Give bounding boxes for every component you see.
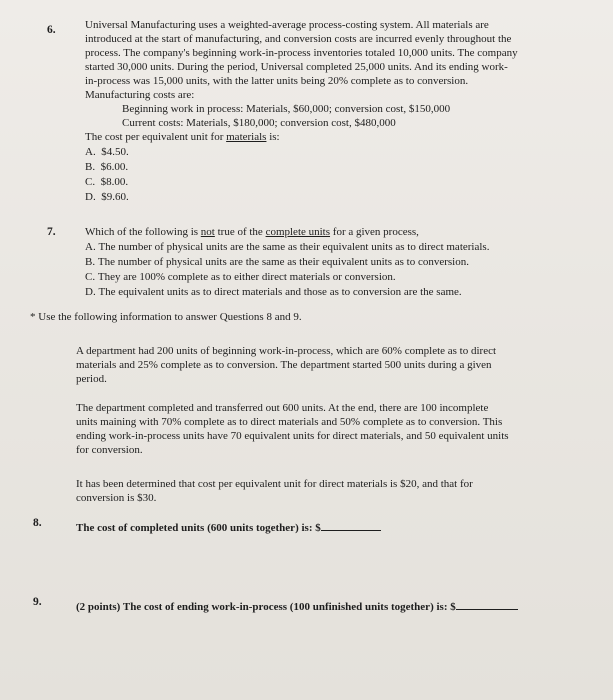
q6-line: Universal Manufacturing uses a weighted-average process-costing system. All materials are (85, 19, 489, 31)
option-text: The equivalent units as to direct materials and those as to conversion are the same. (98, 286, 462, 298)
answer-option-c[interactable] (85, 271, 396, 284)
info-para-1-line: materials and 25% complete as to conversion. The department started 500 units during a given (76, 359, 492, 371)
q6-question-underlined: materials (226, 131, 267, 143)
answer-blank[interactable] (456, 599, 518, 610)
q6-question (85, 131, 280, 144)
option-letter: C. (85, 176, 96, 188)
answer-option-a[interactable] (85, 241, 489, 254)
info-para-2-line: ending work-in-process units have 70 equivalent units for direct materials, and 50 equivalent units (76, 430, 509, 442)
option-letter: D. (85, 286, 96, 298)
answer-option-d[interactable] (85, 191, 129, 204)
info-para-1-line: A department had 200 units of beginning work-in-process, which are 60% complete as to direct (76, 345, 497, 357)
q6-line: started 30,000 units. During the period, Universal completed 25,000 units. And its ending work- (85, 61, 508, 73)
q7-stem-c: for a given process, (330, 226, 419, 238)
q6-line: Manufacturing costs are: (85, 89, 195, 101)
answer-option-a[interactable] (85, 146, 129, 159)
q9-text: (2 points) The cost of ending work-in-process (100 unfinished units together) is: $ (76, 601, 456, 613)
q6-question-suffix: is: (266, 131, 280, 143)
info-para-2-line: The department completed and transferred out 600 units. At the end, there are 100 incomplete (76, 402, 489, 414)
question-number: 7. (47, 226, 56, 238)
option-letter: D. (85, 191, 96, 203)
q7-stem-not: not (200, 226, 215, 238)
option-letter: C. (85, 271, 96, 283)
question-number: 6. (47, 24, 56, 36)
answer-option-c[interactable] (85, 176, 128, 189)
answer-option-d[interactable] (85, 286, 462, 299)
q8-prompt (76, 520, 381, 535)
q7-stem-underlined: complete units (265, 226, 331, 238)
option-text: $4.50. (101, 146, 129, 158)
q6-line: introduced at the start of manufacturing, and conversion costs are incurred evenly throughout the (85, 33, 512, 45)
q7-stem-a: Which of the following is (85, 226, 201, 238)
answer-option-b[interactable] (85, 256, 469, 269)
option-text: The number of physical units are the same as their equivalent units as to conversion. (97, 256, 469, 268)
info-para-1-line: period. (76, 373, 107, 385)
info-para-3-line: It has been determined that cost per equivalent unit for direct materials is $20, and that for (76, 478, 473, 490)
option-text: $8.00. (100, 176, 129, 188)
cost-line: Current costs: Materials, $180,000; conversion cost, $480,000 (122, 117, 396, 129)
answer-blank[interactable] (321, 520, 381, 531)
question-number: 8. (33, 517, 42, 529)
option-letter: B. (85, 256, 96, 268)
option-letter: A. (85, 146, 96, 158)
option-letter: B. (85, 161, 96, 173)
q6-line: in-process was 15,000 units, with the latter units being 20% complete as to conversion. (85, 75, 469, 87)
option-text: $6.00. (100, 161, 129, 173)
info-para-3-line: conversion is $30. (76, 492, 157, 504)
q7-stem-b: true of the (214, 226, 266, 238)
info-para-2-line: units maining with 70% complete as to direct materials and 50% complete as to conversion. This (76, 416, 503, 428)
cost-line: Beginning work in process: Materials, $60,000; conversion cost, $150,000 (122, 103, 451, 115)
option-letter: A. (85, 241, 96, 253)
q6-question-prefix: The cost per equivalent unit for (85, 131, 227, 143)
question-number: 9. (33, 596, 42, 608)
option-text: They are 100% complete as to either direct materials or conversion. (97, 271, 396, 283)
info-header: * Use the following information to answer Questions 8 and 9. (30, 311, 302, 323)
option-text: $9.60. (101, 191, 129, 203)
q6-line: process. The company's beginning work-in-process inventories totaled 10,000 units. The company (85, 47, 518, 59)
info-para-2-line: for conversion. (76, 444, 143, 456)
option-text: The number of physical units are the same as their equivalent units as to direct materials. (98, 241, 490, 253)
q8-text: The cost of completed units (600 units together) is: $ (76, 522, 321, 534)
answer-option-b[interactable] (85, 161, 128, 174)
q7-stem (85, 226, 419, 239)
q9-prompt (76, 599, 518, 614)
